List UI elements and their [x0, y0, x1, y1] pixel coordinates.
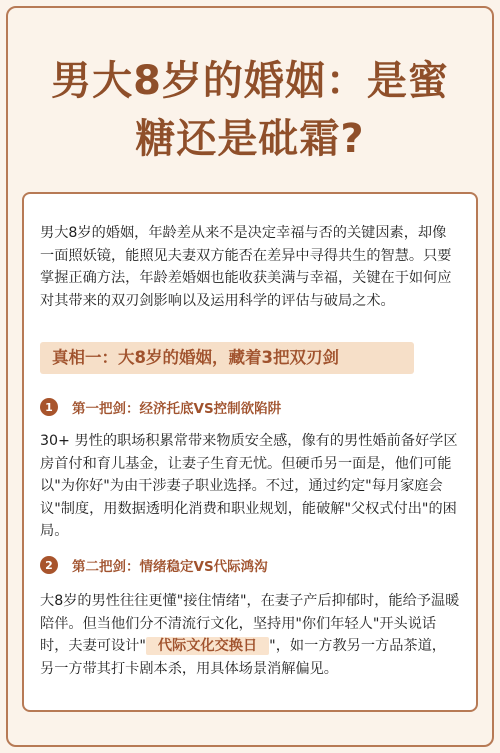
item-paragraph-2 [40, 590, 460, 680]
paragraph-text: "，如一方教另一方品茶道，另一方带其打卡剧本杀，用具体场景消解偏见。 [40, 638, 446, 677]
highlight-phrase: 代际文化交换日 [146, 637, 269, 655]
title-line-1: 男大8岁的婚姻：是蜜 [51, 58, 449, 104]
paragraph-text: 大8岁的男性往往更懂"接住情绪"，在妻子产后抑郁时，能给予温暖陪伴。但当他们分不清流行文化，坚持用"你们年轻人"开头说话时，夫妻可设计" [40, 593, 460, 654]
content-card [22, 192, 478, 712]
item-title: 第二把剑：情绪稳定VS代际鸿沟 [72, 559, 268, 575]
number-badge-icon: 2 [40, 556, 58, 574]
section-title: 真相一：大8岁的婚姻，藏着3把双刃剑 [52, 348, 339, 367]
page-title [20, 52, 480, 168]
intro-paragraph: 男大8岁的婚姻，年龄差从来不是决定幸福与否的关键因素，却像一面照妖镜，能照见夫妻双方能否在差异中寻得共生的智慧。只要掌握正确方法，年龄差婚姻也能收获美满与幸福，关键在于如何应对其带来的双刃剑影响以及运用科学的评估与破局之术。 [40, 225, 452, 309]
item-paragraph-1: 30+ 男性的职场积累常带来物质安全感，像有的男性婚前备好学区房首付和育儿基金，让妻子生育无忧。但硬币另一面是，他们可能以"为你好"为由干涉妻子职业选择。不过，通过约定"每月家庭会议"制度，用数据透明化消费和职业规划，能破解"父权式付出"的困局。 [40, 433, 458, 539]
item-heading-2 [40, 554, 268, 576]
item-heading-1 [40, 396, 281, 418]
item-title: 第一把剑：经济托底VS控制欲陷阱 [72, 401, 282, 417]
section-heading-bar [40, 342, 414, 374]
title-line-2: 糖还是砒霜? [135, 116, 365, 162]
number-badge-icon: 1 [40, 398, 58, 416]
